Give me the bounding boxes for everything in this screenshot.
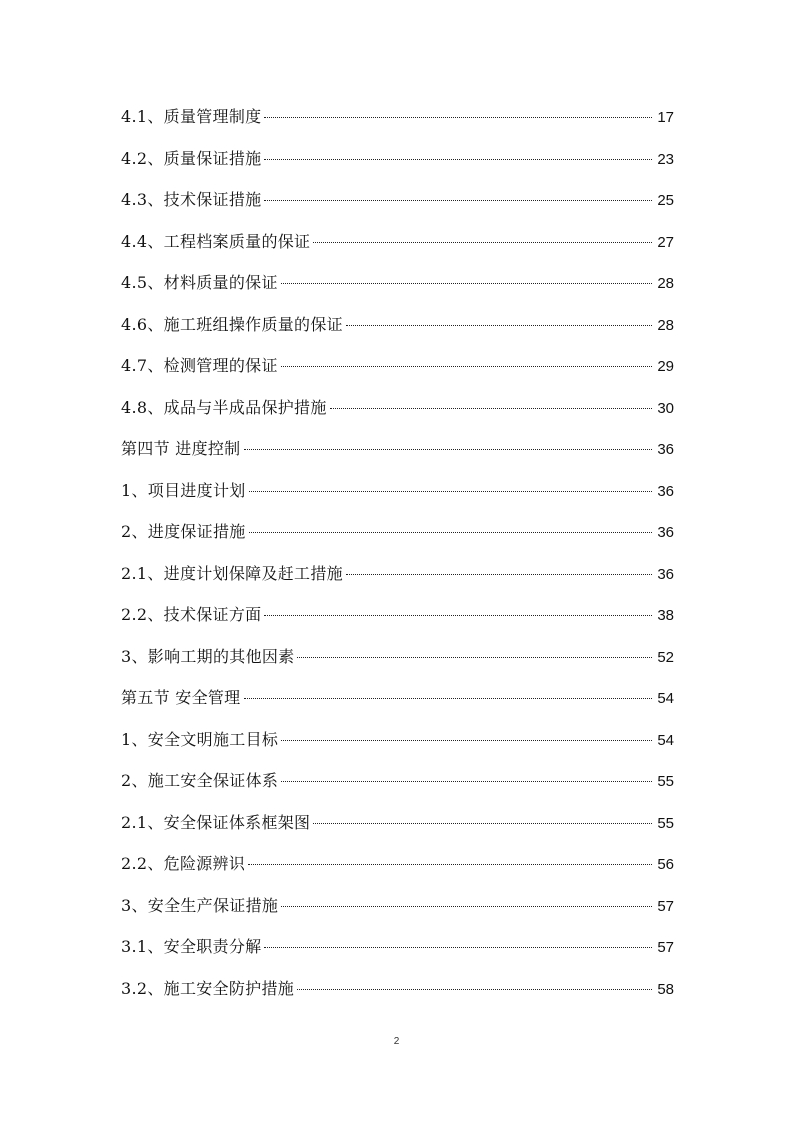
toc-entry-page: 28 [657, 316, 674, 334]
toc-entry-title: 第五节 安全管理 [121, 688, 241, 707]
toc-entry-title: 3、影响工期的其他因素 [121, 646, 295, 666]
dot-leader [248, 864, 652, 865]
toc-entry-title: 4.6、施工班组操作质量的保证 [121, 314, 343, 334]
dot-leader [281, 366, 652, 367]
toc-entry-page: 27 [657, 233, 674, 251]
toc-entry-title: 4.5、材料质量的保证 [121, 273, 278, 292]
dot-leader [297, 989, 652, 990]
toc-entry-page: 36 [657, 565, 674, 583]
toc-entry-title: 4.4、工程档案质量的保证 [121, 231, 311, 251]
toc-entry[interactable] [121, 810, 674, 852]
toc-entry-page: 58 [657, 980, 674, 998]
toc-entry[interactable] [121, 644, 674, 686]
toc-entry-page: 54 [657, 690, 674, 707]
toc-entry-title: 4.8、成品与半成品保护措施 [121, 397, 327, 417]
toc-entry-page: 36 [657, 482, 674, 500]
dot-leader [244, 449, 653, 450]
toc-entry[interactable] [121, 602, 674, 644]
toc-entry[interactable] [121, 561, 674, 603]
toc-entry-title: 2.2、危险源辨识 [121, 854, 246, 873]
toc-entry-title: 4.1、质量管理制度 [121, 107, 262, 126]
dot-leader [346, 325, 652, 326]
toc-entry-page: 28 [657, 275, 674, 292]
toc-entry-title: 1、项目进度计划 [121, 480, 246, 500]
toc-entry[interactable] [121, 312, 674, 354]
dot-leader [281, 283, 652, 284]
toc-entry[interactable] [121, 104, 674, 146]
toc-entry[interactable] [121, 727, 674, 769]
toc-entry-page: 36 [657, 524, 674, 541]
dot-leader [249, 491, 652, 492]
toc-entry[interactable] [121, 395, 674, 437]
toc-entry-page: 57 [657, 897, 674, 915]
toc-entry-title: 2.1、进度计划保障及赶工措施 [121, 563, 343, 583]
toc-entry[interactable] [121, 146, 674, 188]
toc-entry-title: 2、施工安全保证体系 [121, 771, 279, 790]
toc-entry-title: 2.2、技术保证方面 [121, 605, 262, 624]
toc-entry[interactable] [121, 893, 674, 935]
toc-entry[interactable] [121, 187, 674, 229]
toc-entry-page: 23 [657, 150, 674, 168]
dot-leader [264, 159, 652, 160]
dot-leader [297, 657, 652, 658]
toc-entry[interactable] [121, 270, 674, 312]
toc-entry[interactable] [121, 768, 674, 810]
toc-entry-page: 36 [657, 441, 674, 458]
dot-leader [264, 947, 652, 948]
dot-leader [346, 574, 652, 575]
dot-leader [313, 823, 652, 824]
toc-entry[interactable] [121, 934, 674, 976]
toc-entry-title: 2、进度保证措施 [121, 522, 246, 541]
dot-leader [313, 242, 652, 243]
dot-leader [281, 740, 652, 741]
toc-entry-title: 2.1、安全保证体系框架图 [121, 812, 311, 832]
toc-entry[interactable] [121, 685, 674, 727]
toc-entry-page: 17 [657, 109, 674, 126]
dot-leader [249, 532, 652, 533]
toc-entry-page: 55 [657, 814, 674, 832]
table-of-contents [121, 104, 674, 1017]
toc-entry-title: 3.1、安全职责分解 [121, 937, 262, 956]
toc-entry-page: 25 [657, 192, 674, 209]
toc-entry-page: 56 [657, 856, 674, 873]
toc-entry-page: 54 [657, 731, 674, 749]
page-number: 2 [393, 1036, 400, 1047]
toc-entry-page: 29 [657, 358, 674, 375]
dot-leader [244, 698, 653, 699]
dot-leader [281, 781, 652, 782]
toc-entry[interactable] [121, 519, 674, 561]
toc-entry[interactable] [121, 851, 674, 893]
toc-entry-title: 4.7、检测管理的保证 [121, 356, 278, 375]
toc-entry-title: 4.3、技术保证措施 [121, 190, 262, 209]
toc-entry-page: 30 [657, 399, 674, 417]
toc-entry[interactable] [121, 436, 674, 478]
toc-entry[interactable] [121, 976, 674, 1018]
toc-entry-title: 1、安全文明施工目标 [121, 729, 279, 749]
dot-leader [330, 408, 652, 409]
dot-leader [264, 117, 652, 118]
toc-entry-title: 第四节 进度控制 [121, 439, 241, 458]
dot-leader [281, 906, 652, 907]
dot-leader [264, 615, 652, 616]
toc-entry-page: 38 [657, 607, 674, 624]
toc-entry-title: 3.2、施工安全防护措施 [121, 978, 295, 998]
toc-entry-page: 55 [657, 773, 674, 790]
toc-entry[interactable] [121, 478, 674, 520]
toc-entry[interactable] [121, 353, 674, 395]
toc-entry-title: 3、安全生产保证措施 [121, 895, 279, 915]
toc-entry-page: 57 [657, 939, 674, 956]
toc-entry-title: 4.2、质量保证措施 [121, 148, 262, 168]
dot-leader [264, 200, 652, 201]
toc-entry[interactable] [121, 229, 674, 271]
toc-entry-page: 52 [657, 648, 674, 666]
